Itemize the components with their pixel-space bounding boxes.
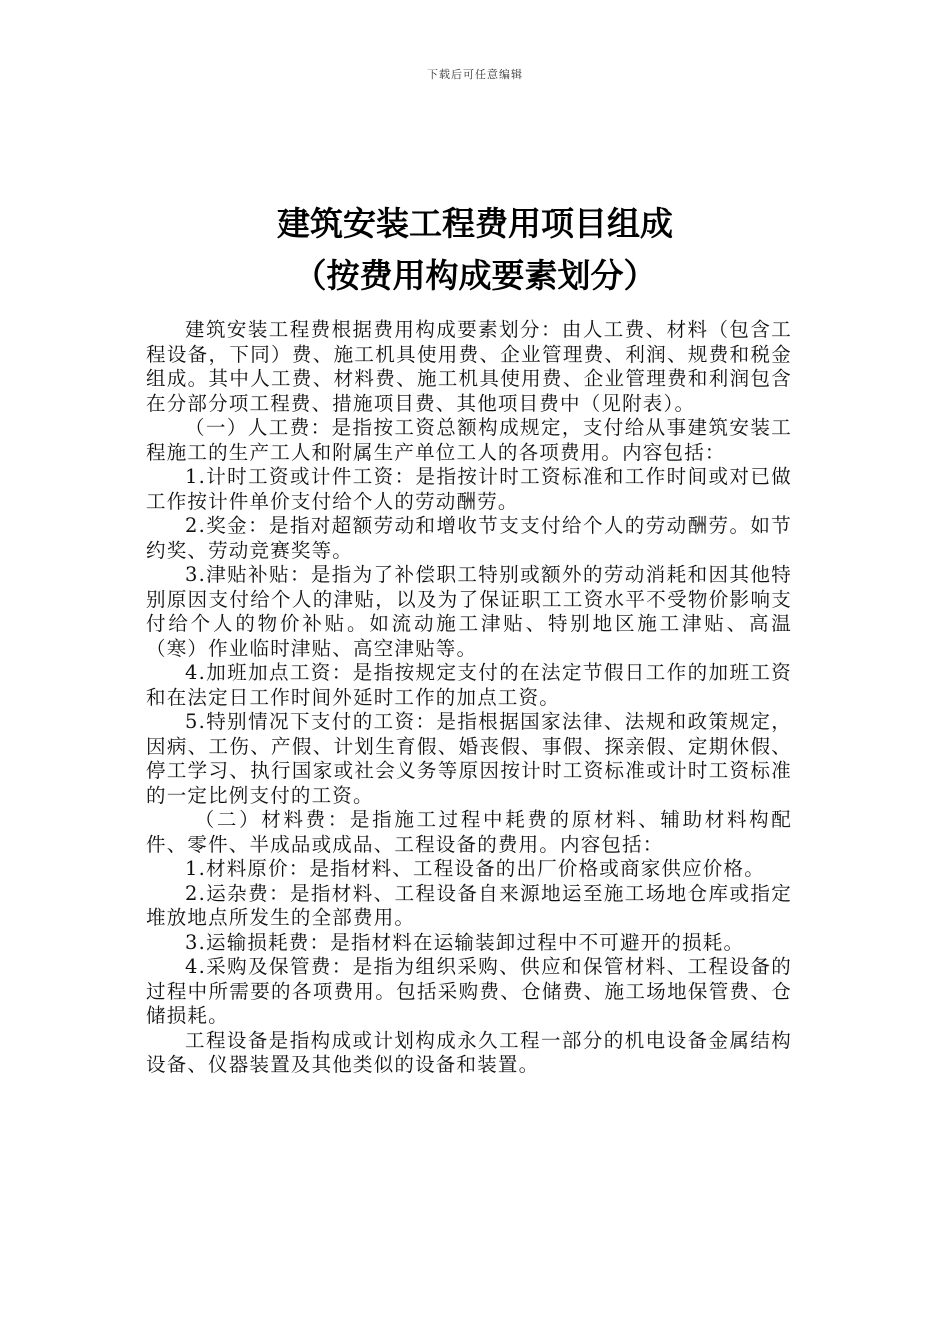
title-line-2: （按费用构成要素划分） — [293, 256, 657, 295]
paragraph-section-materials: （二）材料费：是指施工过程中耗费的原材料、辅助材料构配件、零件、半成品或成品、工程设备的费用。内容包括： — [146, 808, 792, 856]
paragraph-materials-item-2: 2.运杂费：是指材料、工程设备自来源地运至施工场地仓库或指定堆放地点所发生的全部费用。 — [146, 881, 792, 929]
paragraph-materials-item-1: 1.材料原价：是指材料、工程设备的出厂价格或商家供应价格。 — [185, 857, 765, 880]
document-title — [0, 198, 950, 302]
paragraph-materials-item-3: 3.运输损耗费：是指材料在运输装卸过程中不可避开的损耗。 — [185, 930, 745, 954]
paragraph-labor-item-5: 5.特别情况下支付的工资：是指根据国家法律、法规和政策规定，因病、工伤、产假、计划生育假、婚丧假、事假、探亲假、定期休假、停工学习、执行国家或社会义务等原因按计时工资标准或计时工资标准的一定比例支付的工资。 — [146, 710, 792, 807]
document-body — [146, 318, 792, 1078]
paragraph-labor-item-1: 1.计时工资或计件工资：是指按计时工资标准和工作时间或对已做工作按计件单价支付给个人的劳动酬劳。 — [146, 465, 792, 513]
title-line-1: 建筑安装工程费用项目组成 — [277, 204, 673, 243]
paragraph-section-labor: （一）人工费：是指按工资总额构成规定，支付给从事建筑安装工程施工的生产工人和附属生产单位工人的各项费用。内容包括： — [146, 416, 792, 464]
header-note: 下载后可任意编辑 — [427, 68, 523, 81]
paragraph-labor-item-3: 3.津贴补贴：是指为了补偿职工特别或额外的劳动消耗和因其他特别原因支付给个人的津贴，以及为了保证职工工资水平不受物价影响支付给个人的物价补贴。如流动施工津贴、特别地区施工津贴、高温（寒）作业临时津贴、高空津贴等。 — [146, 563, 792, 660]
paragraph-intro: 建筑安装工程费根据费用构成要素划分：由人工费、材料（包含工程设备，下同）费、施工机具使用费、企业管理费、利润、规费和税金组成。其中人工费、材料费、施工机具使用费、企业管理费和利润包含在分部分项工程费、措施项目费、其他项目费中（见附表）。 — [146, 318, 792, 415]
paragraph-labor-item-2: 2.奖金：是指对超额劳动和增收节支支付给个人的劳动酬劳。如节约奖、劳动竞赛奖等。 — [146, 514, 792, 562]
paragraph-materials-item-4: 4.采购及保管费：是指为组织采购、供应和保管材料、工程设备的过程中所需要的各项费用。包括采购费、仓储费、施工场地保管费、仓储损耗。 — [146, 955, 792, 1027]
paragraph-equipment-note: 工程设备是指构成或计划构成永久工程一部分的机电设备金属结构设备、仪器装置及其他类似的设备和装置。 — [146, 1028, 792, 1076]
paragraph-labor-item-4: 4.加班加点工资：是指按规定支付的在法定节假日工作的加班工资和在法定日工作时间外延时工作的加点工资。 — [146, 661, 792, 709]
